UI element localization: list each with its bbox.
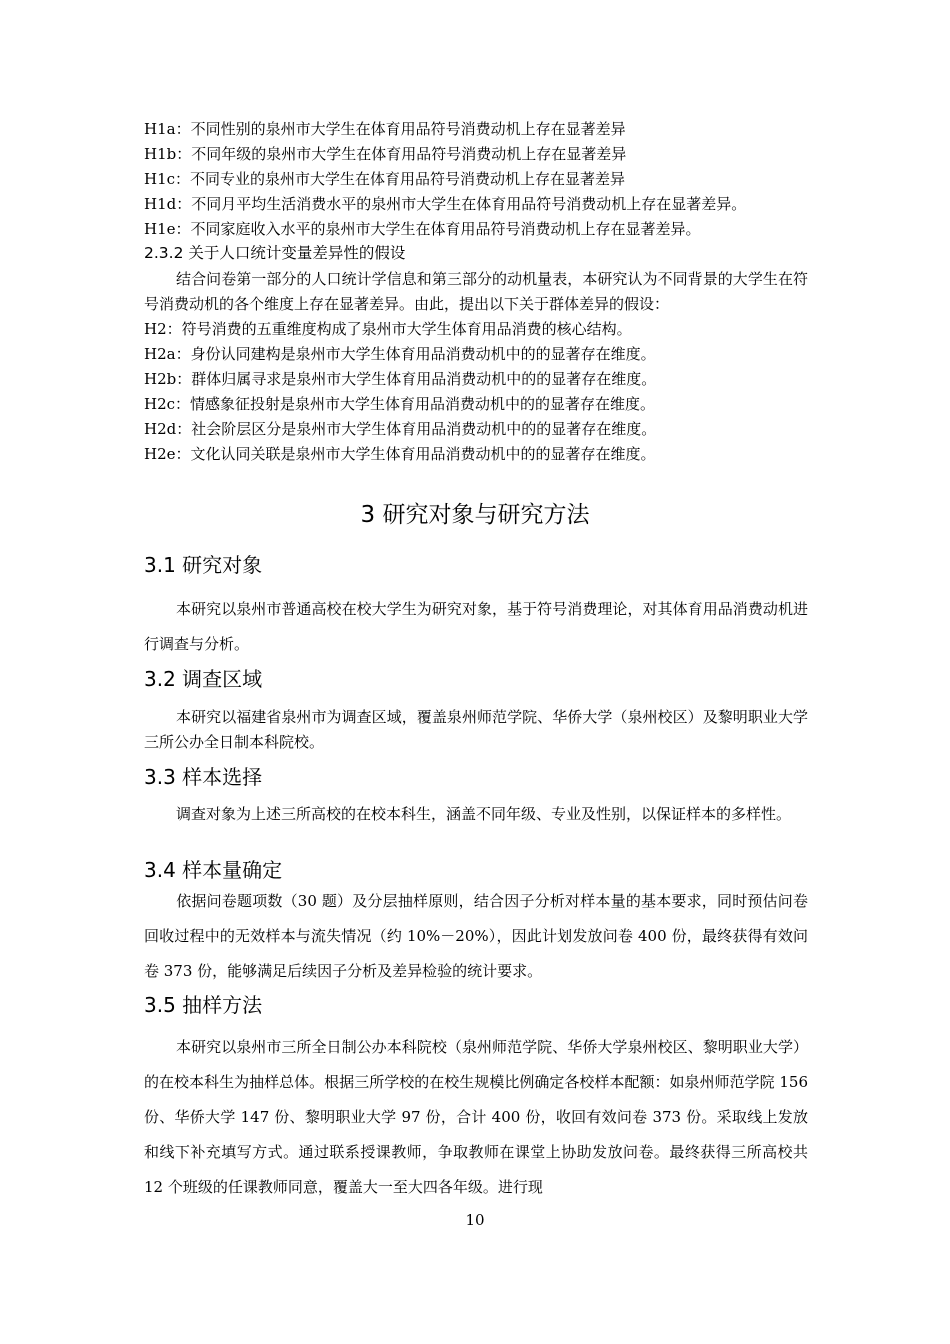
hypothesis-h2a: H2a：身份认同建构是泉州市大学生体育用品消费动机中的的显著存在维度。 [144, 345, 656, 363]
section-heading-3-4: 3.4 样本量确定 [144, 858, 283, 882]
section-heading-3-3: 3.3 样本选择 [144, 765, 263, 789]
section-2-3-2-intro [144, 267, 808, 317]
section-3-1-text [144, 592, 808, 662]
paragraph-text: 本研究以泉州市三所全日制公办本科院校（泉州师范学院、华侨大学泉州校区、黎明职业大学）的在校本科生为抽样总体。根据三所学校的在校生规模比例确定各校样本配额：如泉州师范学院 156 份、华侨大学 147 份、黎明职业大学 97 份，合计 400 份，收回有效问卷 373 份。采取线上发放和线下补充填写方式。通过联系授课教师，争取教师在课堂上协助发放问卷。最终获得三所高校共 12 个班级的任课教师同意，覆盖大一至大四各年级。进行现 [144, 1038, 808, 1196]
paragraph-text: 本研究以福建省泉州市为调查区域，覆盖泉州师范学院、华侨大学（泉州校区）及黎明职业大学三所公办全日制本科院校。 [144, 708, 808, 751]
page-number: 10 [465, 1211, 485, 1229]
hypothesis-h2: H2：符号消费的五重维度构成了泉州市大学生体育用品消费的核心结构。 [144, 320, 632, 338]
section-3-5-text [144, 1030, 808, 1205]
chapter-title: 3 研究对象与研究方法 [360, 502, 590, 528]
section-heading-3-2: 3.2 调查区域 [144, 667, 263, 691]
section-heading-3-1: 3.1 研究对象 [144, 553, 263, 577]
hypothesis-h2d: H2d：社会阶层区分是泉州市大学生体育用品消费动机中的的显著存在维度。 [144, 420, 657, 438]
hypothesis-h1e: H1e：不同家庭收入水平的泉州市大学生在体育用品符号消费动机上存在显著差异。 [144, 220, 701, 238]
hypothesis-h1c: H1c：不同专业的泉州市大学生在体育用品符号消费动机上存在显著差异 [144, 170, 626, 188]
section-3-4-text [144, 884, 808, 989]
hypothesis-h1d: H1d：不同月平均生活消费水平的泉州市大学生在体育用品符号消费动机上存在显著差异。 [144, 195, 747, 213]
hypothesis-h2e: H2e：文化认同关联是泉州市大学生体育用品消费动机中的的显著存在维度。 [144, 445, 656, 463]
hypothesis-h2b: H2b：群体归属寻求是泉州市大学生体育用品消费动机中的的显著存在维度。 [144, 370, 657, 388]
subsection-heading-2-3-2: 2.3.2 关于人口统计变量差异性的假设 [144, 244, 406, 262]
paragraph-text: 依据问卷题项数（30 题）及分层抽样原则，结合因子分析对样本量的基本要求，同时预估问卷回收过程中的无效样本与流失情况（约 10%－20%），因此计划发放问卷 400 份，最终获得有效问卷 373 份，能够满足后续因子分析及差异检验的统计要求。 [144, 892, 808, 980]
hypothesis-h1a: H1a：不同性别的泉州市大学生在体育用品符号消费动机上存在显著差异 [144, 120, 626, 138]
paragraph-text: 调查对象为上述三所高校的在校本科生，涵盖不同年级、专业及性别，以保证样本的多样性。 [176, 805, 792, 823]
intro-text: 结合问卷第一部分的人口统计学信息和第三部分的动机量表，本研究认为不同背景的大学生在符号消费动机的各个维度上存在显著差异。由此，提出以下关于群体差异的假设： [144, 270, 808, 313]
hypothesis-h1b: H1b：不同年级的泉州市大学生在体育用品符号消费动机上存在显著差异 [144, 145, 627, 163]
section-3-2-text [144, 705, 808, 755]
paragraph-text: 本研究以泉州市普通高校在校大学生为研究对象，基于符号消费理论，对其体育用品消费动机进行调查与分析。 [144, 600, 808, 653]
hypothesis-h2c: H2c：情感象征投射是泉州市大学生体育用品消费动机中的的显著存在维度。 [144, 395, 656, 413]
section-heading-3-5: 3.5 抽样方法 [144, 993, 263, 1017]
section-3-3-text [144, 802, 808, 827]
